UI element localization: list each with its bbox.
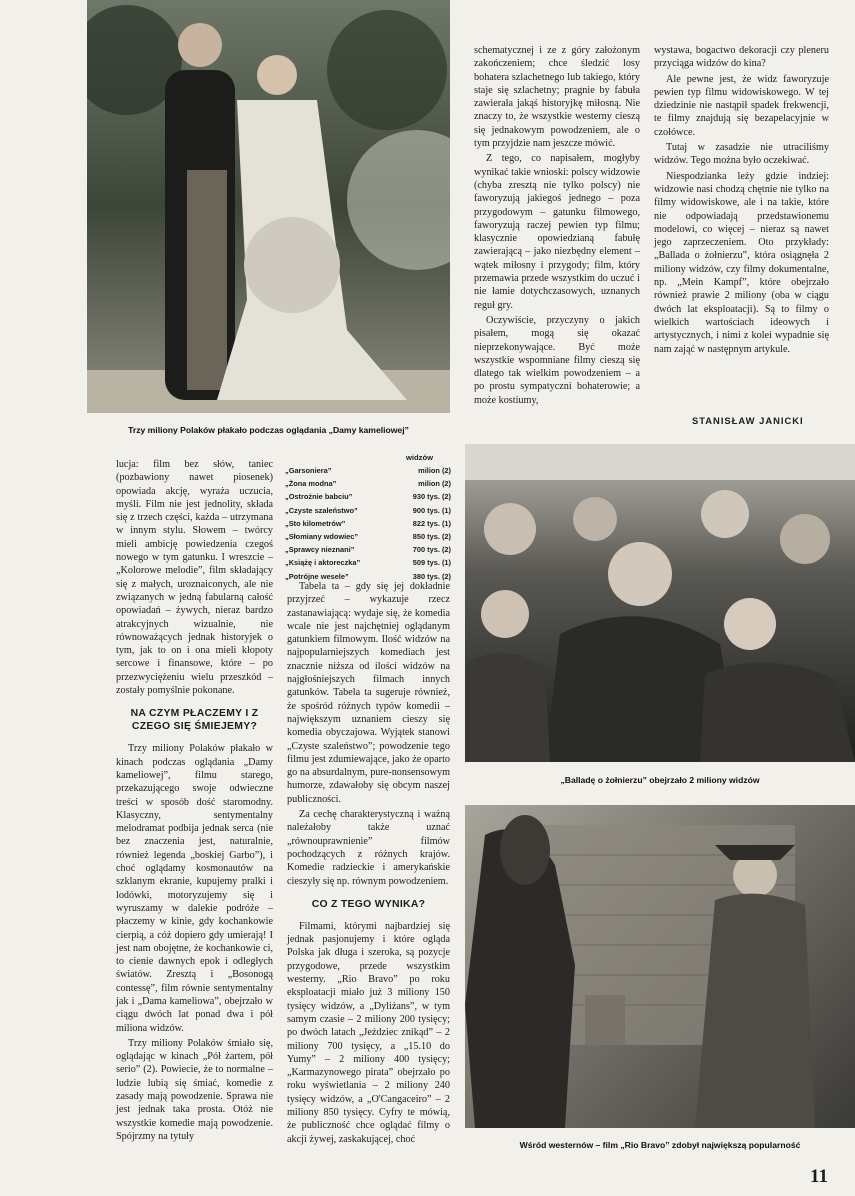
table-row [285,490,451,503]
article-column-3-top [474,44,640,409]
table-header: widzów [406,453,433,462]
comedy-viewers-table [285,452,451,583]
article-column-2 [287,580,450,1148]
film-title-cell: „Ostrożnie babciu” [285,492,353,502]
table-row [285,543,451,556]
paragraph: lucja: film bez słów, taniec (pozbawiony nawet piosenek) opowiada akcję, wyraża uczucia, myśli. Film nie jest jednolity, składa się z trzech części, każda – utrzymana w innym stylu. Słowem – twórcy mieli ambicję powiedzenia czegoś nowego w tym gatunku. I wreszcie – „Kolorowe melodie”, film składający się z małych, uroznaiconych, ale nie związanych w jedną fabularną całość opowiadań – żywych, nieraz bardzo atrakcyjnych wizualnie, nie równoważących jednak historyjek o tym, jak to on i ona mieli kłopoty sercowe i finansowe, które – po przezwyciężeniu wielu przeszkód – zostały pomyślnie pokonane. [116,459,273,697]
paragraph: Tutaj w zasadzie nie utraciliśmy widzów. Tego można było oczekiwać. [654,142,829,167]
paragraph: schematycznej i ze z góry założonym zakończeniem; chce śledzić losy bohatera szlachetnego lub takiego, który staje się szlachetny; pragnie by fabuła zawierała jakąś historyjkę miłosną. Nie znaczy to, że wszystkie westerny cieszą się jednakowym powodzeniem, ale o tym przyjdzie nam jeszcze mówić. [474,45,640,150]
film-title-cell: „Potrójne wesele” [285,571,349,581]
film-title-cell: „Słomiany wdowiec” [285,532,359,542]
viewers-cell: 700 tys. (2) [412,545,451,555]
film-title-cell: „Sprawcy nieznani” [285,545,355,555]
viewers-cell: 509 tys. (1) [412,558,451,568]
stats-table [285,464,451,583]
viewers-cell: 900 tys. (1) [412,505,451,515]
paragraph: Filmami, którymi najbardziej się jednak pasjonujemy i które ogląda Polska jak długa i szeroka, są pozycje przygodowe, przede wszystkim westerny. „Rio Bravo” po roku eksploatacji miało już 3 miliony 150 tysięcy widzów, a „Dyliżans”, w tym samym czasie – 2 miliony 200 tysięcy; po dwóch latach „Jeździec znikąd” – 2 miliony 700 tysięcy, a „15.10 do Yumy” – 2 miliony 400 tysięcy; „Karmazynowego pirata” obejrzało po roku wyświetlania – 2 miliony 240 tysięcy widzów, a „O'Cangaceiro” – 2 miliony 850 tysięcy. Cyfry te mówią, że publiczność chce oglądać filmy o akcji żywej, zaskakującej, choć [287,920,450,1145]
photo-caption: Wśród westernów – film „Rio Bravo” zdobył największą popularność [519,1140,801,1150]
viewers-cell: 930 tys. (2) [412,492,451,502]
paragraph: Ale pewne jest, że widz faworyzuje pewien typ filmu widowiskowego. W tej dziedzinie nie nastąpił spadek frekwencji, te filmy znajdują się bezapelacyjnie w czołówce. [654,73,829,138]
viewers-cell: 850 tys. (2) [412,532,451,542]
film-title-cell: „Czyste szaleństwo” [285,505,358,515]
viewers-cell: 822 tys. (1) [412,518,451,528]
photo-caption: Trzy miliony Polaków płakało podczas oglądania „Damy kameliowej” [128,425,409,435]
table-row [285,504,451,517]
paragraph: Za cechę charakterystyczną i ważną należałoby także uznać „równouprawnienie” filmów pochodzących z różnych krajów. Komedie radzieckie i amerykańskie cieszyły się np. równym powodzeniem. [287,809,450,887]
page-number: 11 [810,1166,828,1187]
viewers-cell: 380 tys. (2) [412,571,451,581]
table-row [285,477,451,490]
table-row [285,556,451,569]
photo-ballada-o-zolnierzu [465,444,855,762]
section-heading: CO Z TEGO WYNIKA? [311,898,426,910]
paragraph: wystawa, bogactwo dekoracji czy pleneru przyciąga widzów do kina? [654,45,829,70]
table-row [285,530,451,543]
viewers-cell: milion (2) [418,466,451,475]
article-column-1 [116,458,273,1145]
photo-dama-kameliowa [87,0,450,413]
film-title-cell: „Żona modna” [285,479,337,489]
paragraph: Trzy miliony Polaków śmiało się, oglądając w kinach „Pół żartem, pół serio” (2). Powiecie, że to normalne – ludzie lubią się śmiać, komedie z zasady mają powodzenie. Sprawa nie jest jednak taka prosta. Otóż nie wszystkie komedie mają powodzenie. Spójrzmy na tytuły [116,1037,273,1142]
author-signature: STANISŁAW JANICKI [692,415,804,426]
paragraph: Tabela ta – gdy się jej dokładnie przyjrzeć – wykazuje rzecz zastanawiającą: wydaje się, że komedia wcale nie jest najchętniej oglądanym gatunkiem filmowym. Ilość widzów na najpopularniejszych komediach jest znacznie niższa od ilości widzów na najgłośniejszych filmach innych gatunków. Tabela ta sugeruje również, że spośród różnych typów komedii – największym uznaniem cieszy się komedia obyczajowa. Wyjątek stanowi „Czyste szaleństwo”; powodzenie tego filmu jest zdumiewające, jako że oparto go na absurdalnym, pure-nonsensowym humorze, zdawałoby się obcym naszej publiczności. [287,581,450,805]
viewers-cell: milion (2) [418,479,451,489]
section-heading: NA CZYM PŁACZEMY I Z CZEGO SIĘ ŚMIEJEMY? [130,708,259,733]
paragraph: Trzy miliony Polaków płakało w kinach podczas oglądania „Damy kameliowej”, filmu starego, przekazującego swoje odwieczne treści w sposób dość staromodny. Klasyczny, sentymentalny melodramat podbija jednak serca (nie bez znaczenia jest, naturalnie, również legenda „boskiej Garbo”), i choć oglądamy kosmonautów na szklanym ekranie, kupujemy pralki i lodówki, motoryzujemy się i wyruszamy w dalekie podróże – płaczemy w kinie, gdy kochankowie cierpią, a cóż dopiero gdy umierają! I jest nam obojętne, że kochankowie ci, to cienie dawnych epok i odległych światów. Zresztą i „Bosonogą contessę”, film równie sentymentalny jak i „Dama kameliowa”, obejrzało w ciągu dwóch lat ponad dwa i pół miliona widzów. [116,743,273,1034]
article-column-4-top [654,44,829,358]
film-title-cell: „Książę i aktoreczka” [285,558,361,568]
film-title-cell: „Sto kilometrów” [285,518,346,528]
table-row [285,464,451,477]
paragraph: Niespodzianka leży gdzie indziej: widzowie nasi chodzą chętnie nie tylko na filmy widowiskowe, ale i na takie, które nie odpowiadają przedstawionemu modelowi, co więcej – nieraz są nawet jego zaprzeczeniem. Oto przykłady: „Ballada o żołnierzu”, która osiągnęła 2 miliony widzów, czy filmy dokumentalne, np. „Mein Kampf”, które obejrzało również prawie 2 miliony (oba w ciągu dwóch lat eksploatacji). Są to filmy o wielkich wartościach ideowych i artystycznych, i nimi z kolei wypadnie się nam zająć w następnym artykule. [654,170,829,355]
table-row [285,517,451,530]
paragraph: Z tego, co napisałem, mogłyby wynikać takie wnioski: polscy widzowie (chyba zresztą nie tylko polscy) nie faworyzują jakiegoś jednego – poza przygodowym – gatunku filmowego, faworyzują raczej pewien typ filmu; klasycznie opowiedzianą fabułę zawierającą – jako niezbędny element – wątek miłosny i przygody; film, który przemawia przede wszystkim do uczuć i nie łamie dotychczasowych, uznanych reguł gry. [474,153,640,311]
paragraph: Oczywiście, przyczyny o jakich pisałem, mogą się okazać nieprzekonywające. Być może wszystkie wspomniane filmy cieszą się dlatego tak wielkim powodzeniem – a po prostu sympatyczni bohaterowie; a może kostiumy, [474,314,640,406]
film-title-cell: „Garsoniera” [285,466,332,475]
photo-caption: „Balladę o żołnierzu” obejrzało 2 miliony widzów [560,775,760,785]
photo-rio-bravo [465,805,855,1128]
